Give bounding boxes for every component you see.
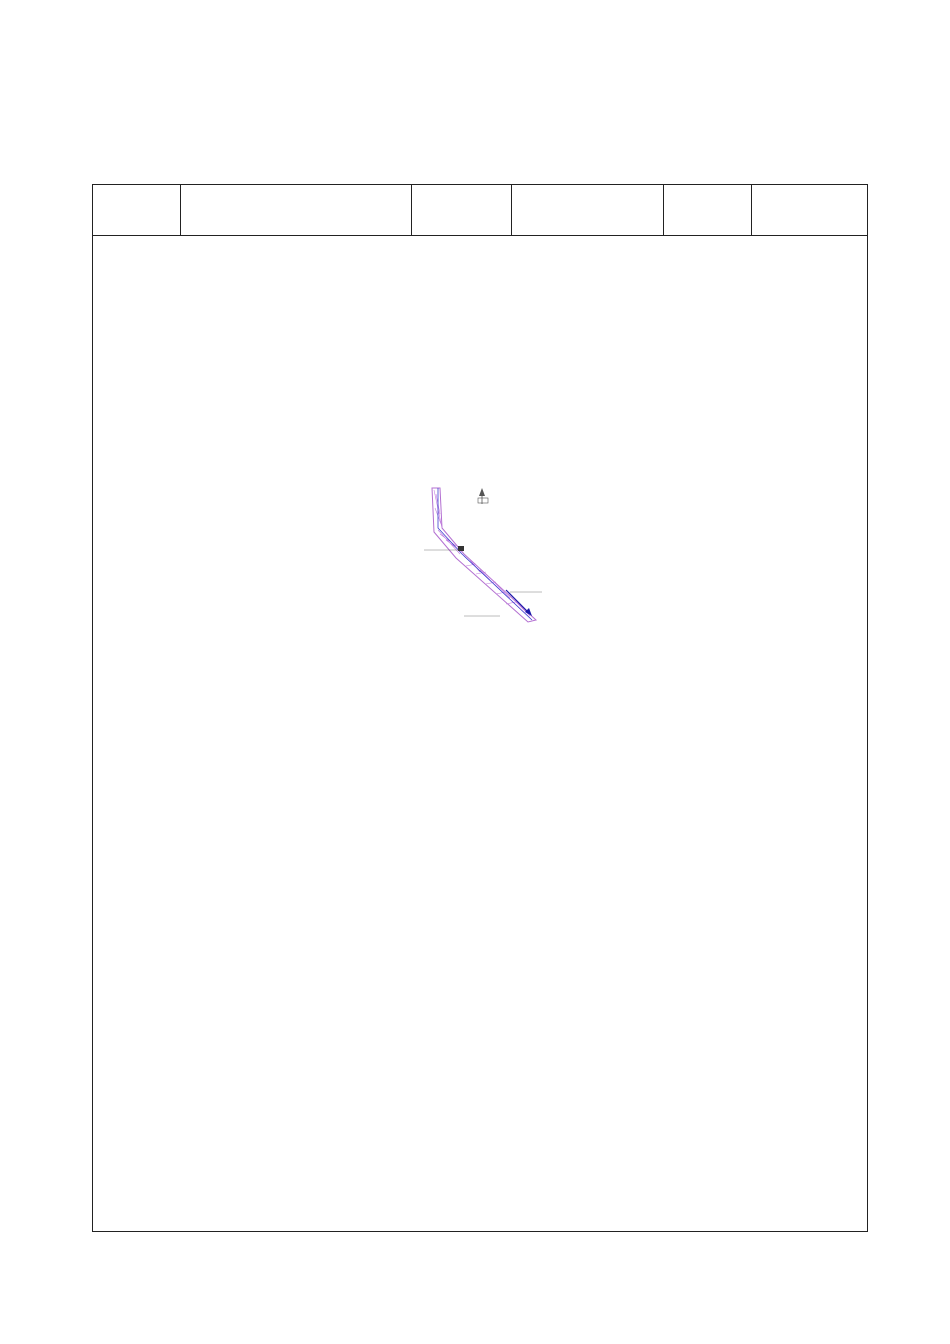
header-table [92,184,868,236]
trade-value [751,185,867,236]
pile-row [432,488,536,622]
project-name [180,185,411,236]
figure-labels [424,550,542,616]
trade-label [664,185,752,236]
sub-project-value [511,185,663,236]
sub-project-label [411,185,511,236]
construction-flow-figure [420,484,550,624]
content-box [92,236,868,1232]
project-label [93,185,181,236]
north-arrow-icon [478,488,488,504]
